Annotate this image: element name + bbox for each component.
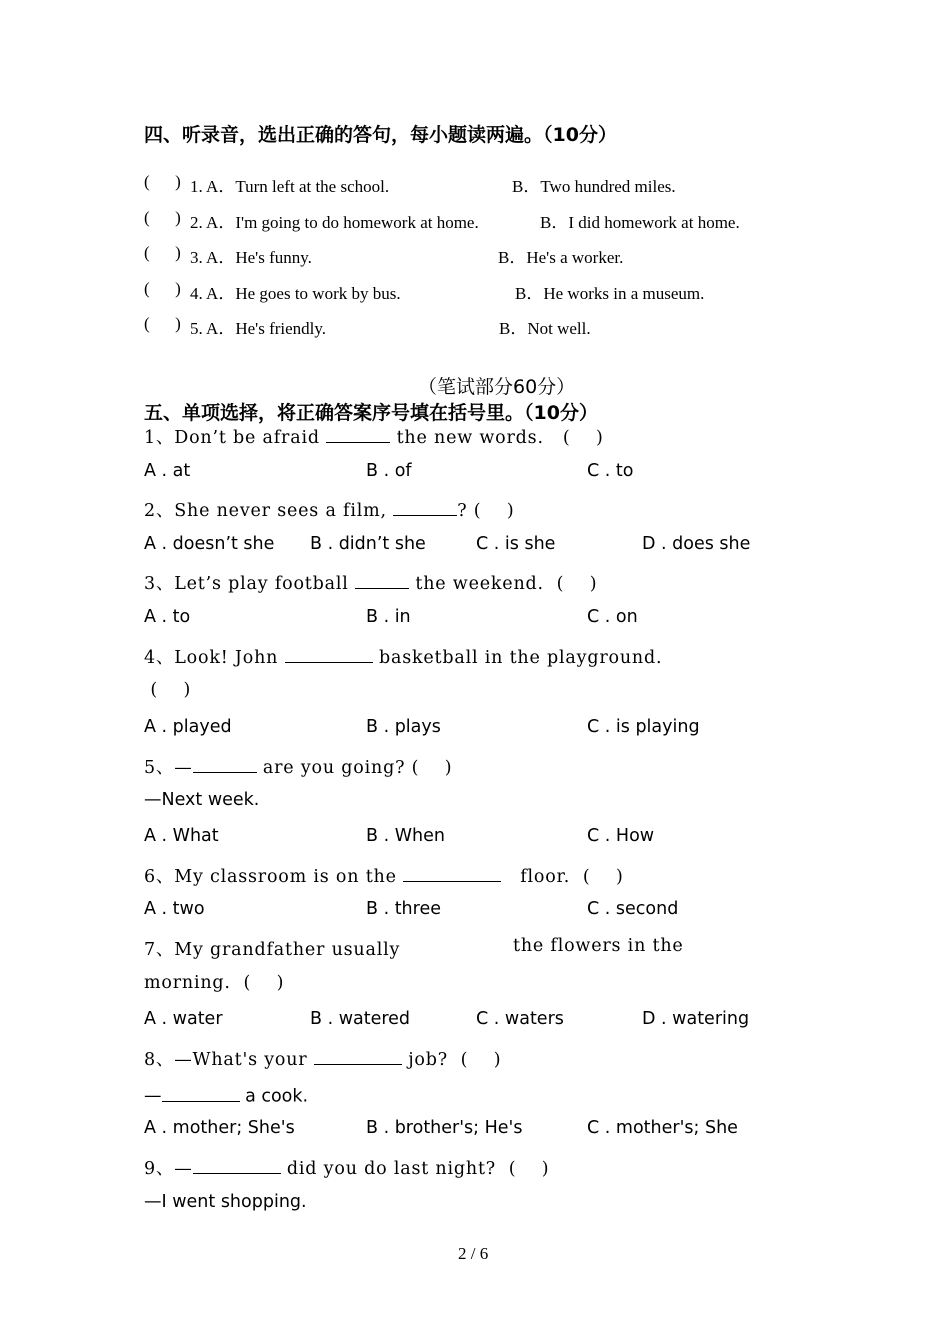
- question-6-text-b: floor. ( ): [501, 867, 624, 887]
- question-1-text-a: 1、Don’t be afraid: [144, 428, 327, 448]
- question-7-line-2: morning. ( ): [144, 973, 285, 993]
- question-3-text-a: 3、Let’s play football: [144, 574, 356, 594]
- question-6: [144, 863, 624, 888]
- answer-blank: [193, 755, 257, 774]
- list-item-5-b: B．Not well.: [499, 319, 591, 338]
- question-8-reply: [144, 1083, 308, 1107]
- option-8a: A . mother; She's: [144, 1118, 295, 1138]
- option-2a: A . doesn’t she: [144, 534, 275, 554]
- list-item-3-b: B．He's a worker.: [498, 248, 624, 267]
- answer-blank: [314, 1047, 402, 1066]
- option-5c: C . How: [587, 826, 655, 846]
- section4-title: 四、听录音，选出正确的答句，每小题读两遍。（10分）: [144, 124, 617, 146]
- question-9: [144, 1155, 549, 1180]
- question-8-text-b: job? ( ): [401, 1050, 502, 1070]
- question-5-text-a: 5、—: [144, 758, 193, 778]
- list-item-4-b: B．He works in a museum.: [515, 284, 705, 303]
- answer-blank: [162, 1083, 240, 1102]
- question-9-text-a: 9、—: [144, 1159, 193, 1179]
- list-item-1-b: B．Two hundred miles.: [512, 177, 676, 196]
- option-4b: B . plays: [366, 717, 441, 737]
- option-7c: C . waters: [476, 1009, 564, 1029]
- question-2-text-a: 2、She never sees a film,: [144, 501, 394, 521]
- answer-blank: [193, 1156, 281, 1175]
- list-item-3-a: 3. A．He's funny.: [190, 248, 312, 267]
- answer-blank: [393, 498, 457, 517]
- option-2c: C . is she: [476, 534, 556, 554]
- section5-title: 五、单项选择，将正确答案序号填在括号里。（10分）: [144, 402, 598, 424]
- option-4a: A . played: [144, 717, 232, 737]
- list-item-1-paren: ( ): [144, 172, 181, 191]
- question-1-text-b: the new words. ( ): [390, 428, 604, 448]
- list-item-4-paren: ( ): [144, 279, 181, 298]
- option-6b: B . three: [366, 899, 441, 919]
- question-5-text-b: are you going? ( ): [256, 758, 453, 778]
- question-3: [144, 570, 597, 595]
- list-item-2-a: 2. A．I'm going to do homework at home.: [190, 213, 479, 232]
- list-item-2-b: B．I did homework at home.: [540, 213, 740, 232]
- option-7d: D . watering: [642, 1009, 750, 1029]
- option-5a: A . What: [144, 826, 219, 846]
- question-4: [144, 644, 662, 669]
- answer-blank: [403, 864, 501, 883]
- question-8-reply-dash: —: [144, 1086, 162, 1107]
- list-item-5-paren: ( ): [144, 314, 181, 333]
- option-5b: B . When: [366, 826, 445, 846]
- question-2-text-b: ? ( ): [457, 501, 515, 521]
- question-8: [144, 1046, 501, 1071]
- question-2: [144, 497, 515, 522]
- question-4-text-a: 4、Look! John: [144, 648, 285, 668]
- option-2d: D . does she: [642, 534, 751, 554]
- question-7-line-1b: the flowers in the: [513, 936, 684, 956]
- question-5-reply: —Next week.: [144, 790, 260, 810]
- answer-blank: [285, 645, 373, 664]
- option-3b: B . in: [366, 607, 411, 627]
- question-9-reply: —I went shopping.: [144, 1192, 307, 1212]
- option-1a: A . at: [144, 461, 191, 481]
- option-1c: C . to: [587, 461, 634, 481]
- page-number: 2 / 6: [458, 1244, 489, 1263]
- list-item-2-paren: ( ): [144, 208, 181, 227]
- question-9-text-b: did you do last night? ( ): [280, 1159, 550, 1179]
- written-part-heading: （笔试部分60分）: [418, 376, 576, 398]
- question-5: [144, 754, 452, 779]
- question-8-reply-text: a cook.: [239, 1086, 309, 1107]
- option-3c: C . on: [587, 607, 638, 627]
- option-8b: B . brother's; He's: [366, 1118, 523, 1138]
- option-7b: B . watered: [310, 1009, 411, 1029]
- question-7-line-1a: 7、My grandfather usually: [144, 940, 401, 960]
- option-2b: B . didn’t she: [310, 534, 426, 554]
- answer-blank: [326, 425, 390, 444]
- question-8-text-a: 8、—What's your: [144, 1050, 314, 1070]
- option-6c: C . second: [587, 899, 679, 919]
- question-3-text-b: the weekend. ( ): [409, 574, 598, 594]
- question-4-text-b: basketball in the playground.: [372, 648, 663, 668]
- option-4c: C . is playing: [587, 717, 700, 737]
- question-6-text-a: 6、My classroom is on the: [144, 867, 404, 887]
- list-item-4-a: 4. A．He goes to work by bus.: [190, 284, 401, 303]
- answer-blank: [355, 571, 409, 590]
- list-item-3-paren: ( ): [144, 243, 181, 262]
- question-1: [144, 424, 604, 449]
- question-4-paren: ( ): [144, 680, 192, 700]
- option-3a: A . to: [144, 607, 191, 627]
- option-6a: A . two: [144, 899, 205, 919]
- option-8c: C . mother's; She: [587, 1118, 738, 1138]
- option-1b: B . of: [366, 461, 412, 481]
- list-item-1-a: 1. A．Turn left at the school.: [190, 177, 390, 196]
- list-item-5-a: 5. A．He's friendly.: [190, 319, 327, 338]
- option-7a: A . water: [144, 1009, 223, 1029]
